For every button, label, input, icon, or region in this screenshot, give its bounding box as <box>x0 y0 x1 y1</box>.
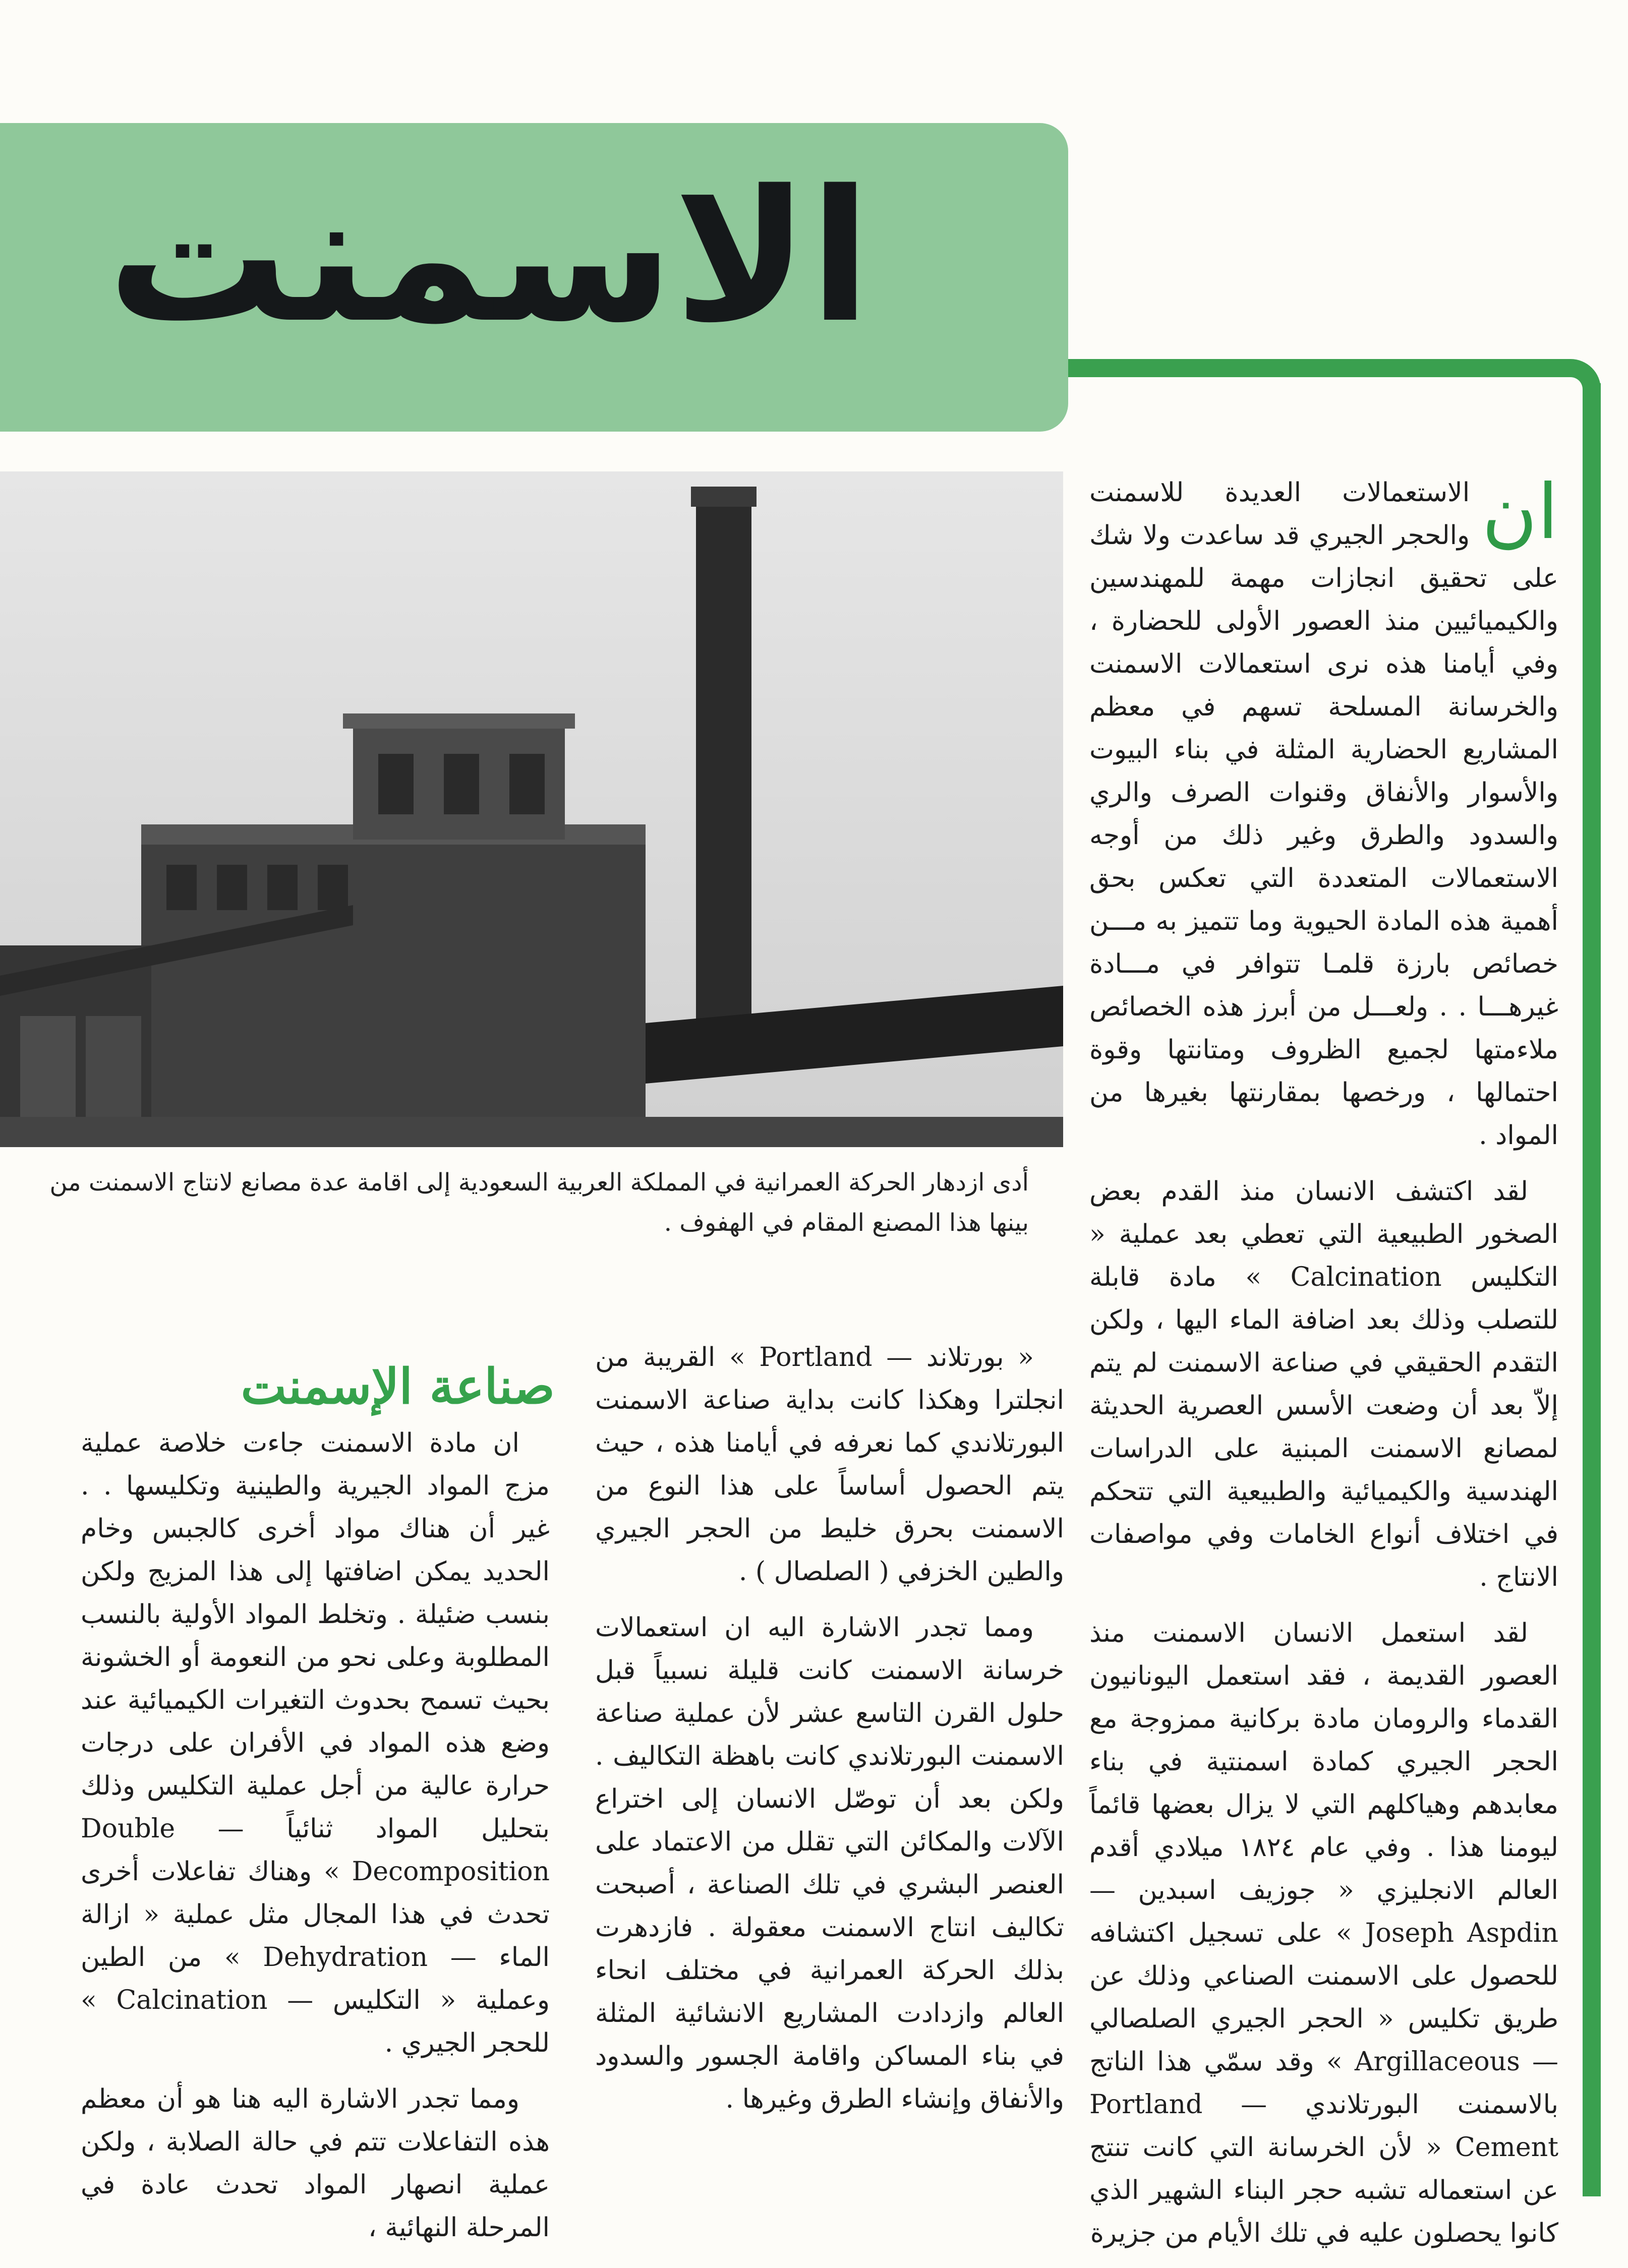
article-column-middle <box>595 1336 1064 2134</box>
frame-border-top <box>1068 359 1601 389</box>
article-column-right <box>1089 468 1558 2268</box>
paragraph: ان مادة الاسمنت جاءت خلاصة عملية مزج المواد الجيرية والطينية وتكليسها . . غير أن هناك مواد أخرى كالجبس وخام الحديد يمكن اضافتها إلى هذا المزيج ولكن بنسب ضئيلة . وتخلط المواد الأولية بالنسب المطلوبة وعلى نحو من النعومة أو الخشونة بحيث تسمح بحدوث التغيرات الكيميائية عند وضع هذه المواد في الأفران على درجات حرارة عالية من أجل عملية التكليس وذلك بتحليل المواد ثنائياً — Double Decomposition » وهناك تفاعلات أخرى تحدث في هذا المجال مثل عملية « ازالة الماء — Dehydration » من الطين وعملية « التكليس — Calcination » للحجر الجيري . <box>81 1428 550 2058</box>
paragraph: لقد اكتشف الانسان منذ القدم بعض الصخور الطبيعية التي تعطي بعد عملية « التكليس Calcination » مادة قابلة للتصلب وذلك بعد اضافة الماء اليها ، ولكن التقدم الحقيقي في صناعة الاسمنت لم يتم إلاّ بعد أن وضعت الأسس العصرية الحديثة لمصانع الاسمنت المبنية على الدراسات الهندسية والكيميائية والطبيعية التي تتحكم في اختلاف أنواع الخامات وفي مواصفات الانتاج . <box>1089 1176 1558 1592</box>
paragraph: ومما تجدر الاشارة اليه ان استعمالات خرسانة الاسمنت كانت قليلة نسبياً قبل حلول القرن التاسع عشر لأن عملية صناعة الاسمنت البورتلاندي كانت باهظة التكاليف . ولكن بعد أن توصّل الانسان إلى اختراع الآلات والمكائن التي تقلل من الاعتماد على العنصر البشري في تلك الصناعة ، أصبحت تكاليف انتاج الاسمنت معقولة . فازدهرت بذلك الحركة العمرانية في مختلف انحاء العالم وازدادت المشاريع الانشائية المثلة في بناء المساكن واقامة الجسور والسدود والأنفاق وإنشاء الطرق وغيرها . <box>595 1613 1064 2114</box>
paragraph: « بورتلاند — Portland » القريبة من انجلترا وهكذا كانت بداية صناعة الاسمنت البورتلاندي كما نعرفه في أيامنا هذه ، حيث يتم الحصول أساساً على هذا النوع من الاسمنت بحرق خليط من الحجر الجيري والطين الخزفي ( الصلصال ) . <box>595 1342 1064 1587</box>
photo-caption: أدى ازدهار الحركة العمرانية في المملكة العربية السعودية إلى اقامة عدة مصانع لانتاج الاسمنت من بينها هذا المصنع المقام في الهفوف . <box>49 1168 1029 1237</box>
drop-cap: ان <box>1482 468 1558 556</box>
paragraph-text: الاستعمالات العديدة للاسمنت والحجر الجيري قد ساعدت ولا شك على تحقيق انجازات مهمة للمهندسين والكيميائيين منذ العصور الأولى للحضارة ، وفي أيامنا هذه نرى استعمالات الاسمنت والخرسانة المسلحة تسهم في معظم المشاريع الحضارية المثلة في بناء البيوت والأسوار والأنفاق وقنوات الصرف والري والسدود والطرق وغير ذلك من أوجه الاستعمالات المتعددة التي تعكس بحق أهمية هذه المادة الحيوية وما تتميز به مـــن خصائص بارزة قلمـا تتوافر في مـــادة غيرهـــا . . ولعـــل من أبرز هذه الخصائص ملاءمتها لجميع الظروف ومتانتها وقوة احتمالها ، ورخصها بمقارنتها بغيرها من المواد . <box>1089 478 1558 1151</box>
paragraph: لقد استعمل الانسان الاسمنت منذ العصور القديمة ، فقد استعمل اليونانيون القدماء والرومان مادة بركانية ممزوجة مع الحجر الجيري كمادة اسمنتية في بناء معابدهم وهياكلهم التي لا يزال بعضها قائماً ليومنا هذا . وفي عام ١٨٢٤ ميلادي أقدم العالم الانجليزي « جوزيف اسبدين — Joseph Aspdin » على تسجيل اكتشافه للحصول على الاسمنت الصناعي وذلك عن طريق تكليس « الحجر الجيري الصلصالي — Argillaceous » وقد سمّي هذا الناتج بالاسمنت البورتلاندي — Portland Cement « لأن الخرسانة التي كانت تنتج عن استعماله تشبه حجر البناء الشهير الذي كانوا يحصلون عليه في تلك الأيام من جزيرة <box>1089 1618 1558 2248</box>
cement-factory-photo <box>0 471 1063 1147</box>
section-heading: صناعة الإسمنت <box>241 1358 555 1415</box>
paragraph: ومما تجدر الاشارة اليه هنا هو أن معظم هذه التفاعلات تتم في حالة الصلابة ، ولكن عملية انصهار المواد تحدث عادة في المرحلة النهائية ، <box>81 2084 550 2243</box>
article-column-left <box>81 1422 550 2262</box>
frame-border-right <box>1583 383 1601 2196</box>
paragraph <box>1089 468 1558 1157</box>
page-title: الاسمنت <box>107 151 871 363</box>
